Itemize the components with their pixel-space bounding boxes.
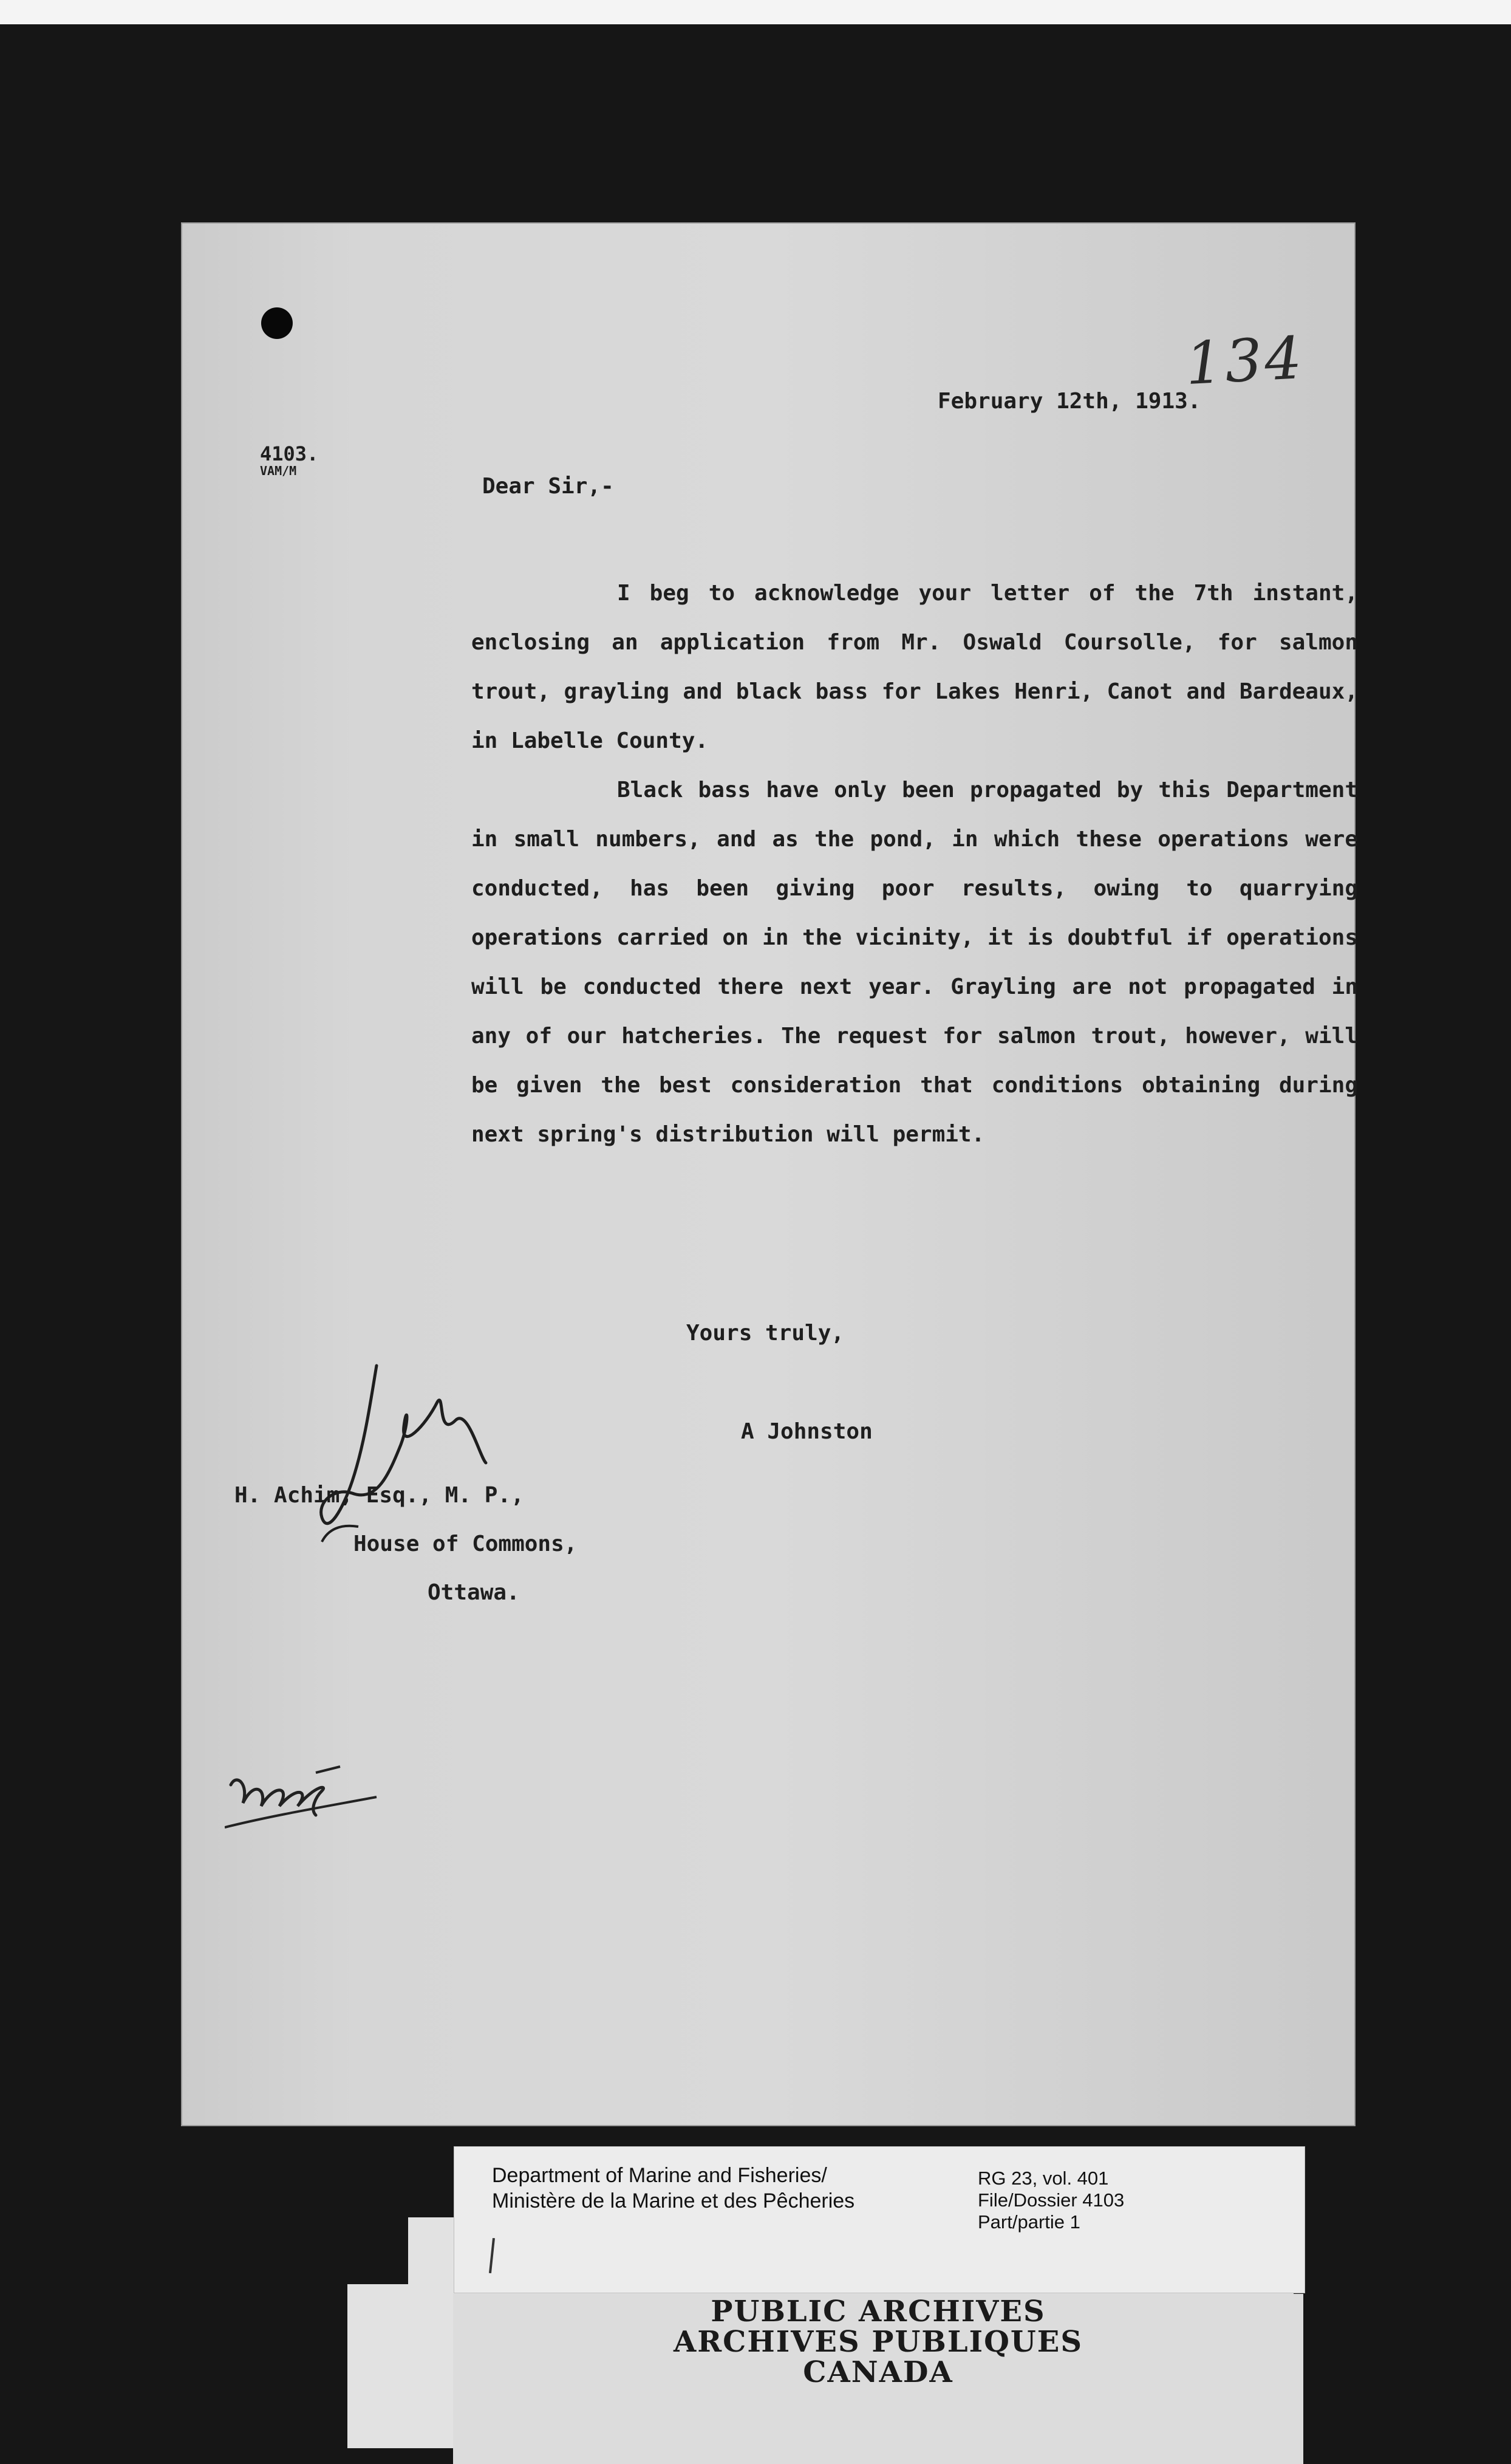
pen-mark [489, 2238, 495, 2273]
letter-body [471, 569, 1358, 1159]
stamp-line-3: CANADA [803, 2355, 953, 2389]
recipient-address [234, 1471, 577, 1617]
punch-hole [261, 307, 293, 339]
record-reference [978, 2168, 1124, 2233]
department-french: Ministère de la Marine et des Pêcheries [492, 2189, 855, 2212]
letter-page [182, 224, 1358, 2125]
file-number: 4103. [260, 442, 319, 465]
letter-date: February 12th, 1913. [938, 389, 1201, 414]
record-group: RG 23, vol. 401 [978, 2168, 1109, 2189]
department-english: Department of Marine and Fisheries/ [492, 2164, 827, 2187]
part-number: Part/partie 1 [978, 2211, 1080, 2233]
typist-initials: VAM/M [260, 464, 297, 478]
strip-notch [347, 2217, 408, 2284]
address-line-2: House of Commons, [353, 1531, 578, 1556]
address-line-1: H. Achim, Esq., M. P., [234, 1483, 524, 1508]
signer-name: A Johnston [741, 1419, 873, 1444]
address-line-3: Ottawa. [428, 1580, 520, 1605]
archive-label-card [454, 2147, 1305, 2293]
stamp-line-1: PUBLIC ARCHIVES [711, 2295, 1046, 2329]
file-dossier: File/Dossier 4103 [978, 2189, 1125, 2211]
file-reference [260, 443, 318, 477]
stamp-line-2: ARCHIVES PUBLIQUES [674, 2325, 1083, 2359]
page-number: 134 [1184, 323, 1306, 399]
closing: Yours truly, [686, 1321, 845, 1346]
public-archives-stamp [453, 2294, 1303, 2464]
film-edge [0, 0, 1511, 24]
handwritten-file-note [225, 1748, 383, 1833]
department-names [492, 2163, 854, 2214]
salutation: Dear Sir,- [482, 474, 614, 499]
paragraph-1: I beg to acknowledge your letter of the 7th instant, enclosing an application from Mr. Oswald Coursolle, for salmon trout, grayling and black bass for Lakes Henri, Canot and Bardeaux, in Labelle County. [471, 581, 1358, 753]
paragraph-2: Black bass have only been propagated by this Department in small numbers, and as the pond, in which these operations were conducted, has been giving poor results, owing to quarrying operations carried on in the vicinity, it is doubtful if operations will be conducted there next year. Grayling are not propagated in any of our hatcheries. The request for salmon trout, however, will be given the best consideration that conditions obtaining during next spring's distribution will permit. [471, 778, 1358, 1147]
